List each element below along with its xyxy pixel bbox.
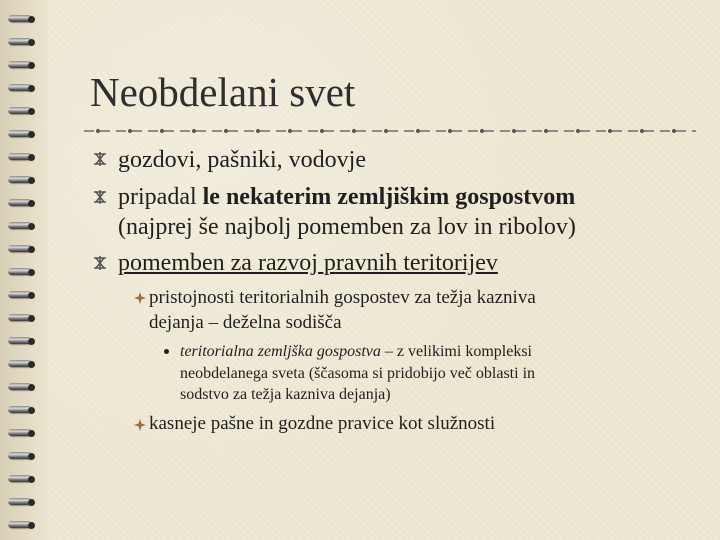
binding-ring xyxy=(8,290,34,300)
binding-ring xyxy=(8,221,34,231)
sub-sub-bullet-text xyxy=(180,341,650,362)
sub-sub-bullet-rest: – z velikimi kompleksi xyxy=(380,343,532,360)
binding-ring xyxy=(8,106,34,116)
binding-ring xyxy=(8,83,34,93)
slide-title: Neobdelani svet xyxy=(90,69,356,115)
sub-sub-bullet-text-continuation: neobdelanega sveta (ščasoma si pridobijo več oblasti in xyxy=(180,365,536,382)
bullet-text: pomemben za razvoj pravnih teritorijev xyxy=(118,250,498,276)
diamond-star-bullet-icon xyxy=(134,291,146,303)
diamond-star-bullet-icon xyxy=(134,418,146,430)
bullet-prefix: pripadal xyxy=(118,184,203,210)
binding-ring xyxy=(8,313,34,323)
cross-star-bullet-icon xyxy=(93,256,107,270)
bullet-bold-text: le nekaterim zemljiškim gospostvom xyxy=(202,184,576,210)
binding-ring xyxy=(8,405,34,415)
cross-star-bullet-icon xyxy=(93,190,107,204)
bullet-text-continuation: (najprej še najbolj pomemben za lov in ribolov) xyxy=(118,214,576,240)
binding-ring xyxy=(8,336,34,346)
binding-ring xyxy=(8,175,34,185)
spiral-binding xyxy=(0,0,48,540)
italic-term: teritorialna zemljška gospostva xyxy=(180,343,381,360)
bullet-text: gozdovi, pašniki, vodovje xyxy=(118,147,366,173)
binding-ring xyxy=(8,14,34,24)
dot-bullet-icon xyxy=(164,349,169,354)
binding-ring xyxy=(8,152,34,162)
sub-bullet-text: kasneje pašne in gozdne pravice kot služnosti xyxy=(149,413,496,434)
binding-ring xyxy=(8,382,34,392)
binding-ring xyxy=(8,37,34,47)
binding-ring xyxy=(8,497,34,507)
binding-ring xyxy=(8,428,34,438)
sub-sub-bullet-text-continuation: sodstvo za težja kazniva dejanja) xyxy=(180,386,391,403)
binding-ring xyxy=(8,244,34,254)
binding-ring xyxy=(8,451,34,461)
binding-ring xyxy=(8,474,34,484)
bullet-text xyxy=(118,182,678,212)
binding-ring xyxy=(8,520,34,530)
binding-ring xyxy=(8,359,34,369)
cross-star-bullet-icon xyxy=(93,152,107,166)
sub-bullet-text-continuation: dejanja – deželna sodišča xyxy=(149,312,342,333)
binding-ring xyxy=(8,267,34,277)
title-divider xyxy=(84,128,696,134)
sub-bullet-text: pristojnosti teritorialnih gospostev za težja kazniva xyxy=(149,287,536,308)
binding-ring xyxy=(8,198,34,208)
binding-ring xyxy=(8,60,34,70)
binding-ring xyxy=(8,129,34,139)
